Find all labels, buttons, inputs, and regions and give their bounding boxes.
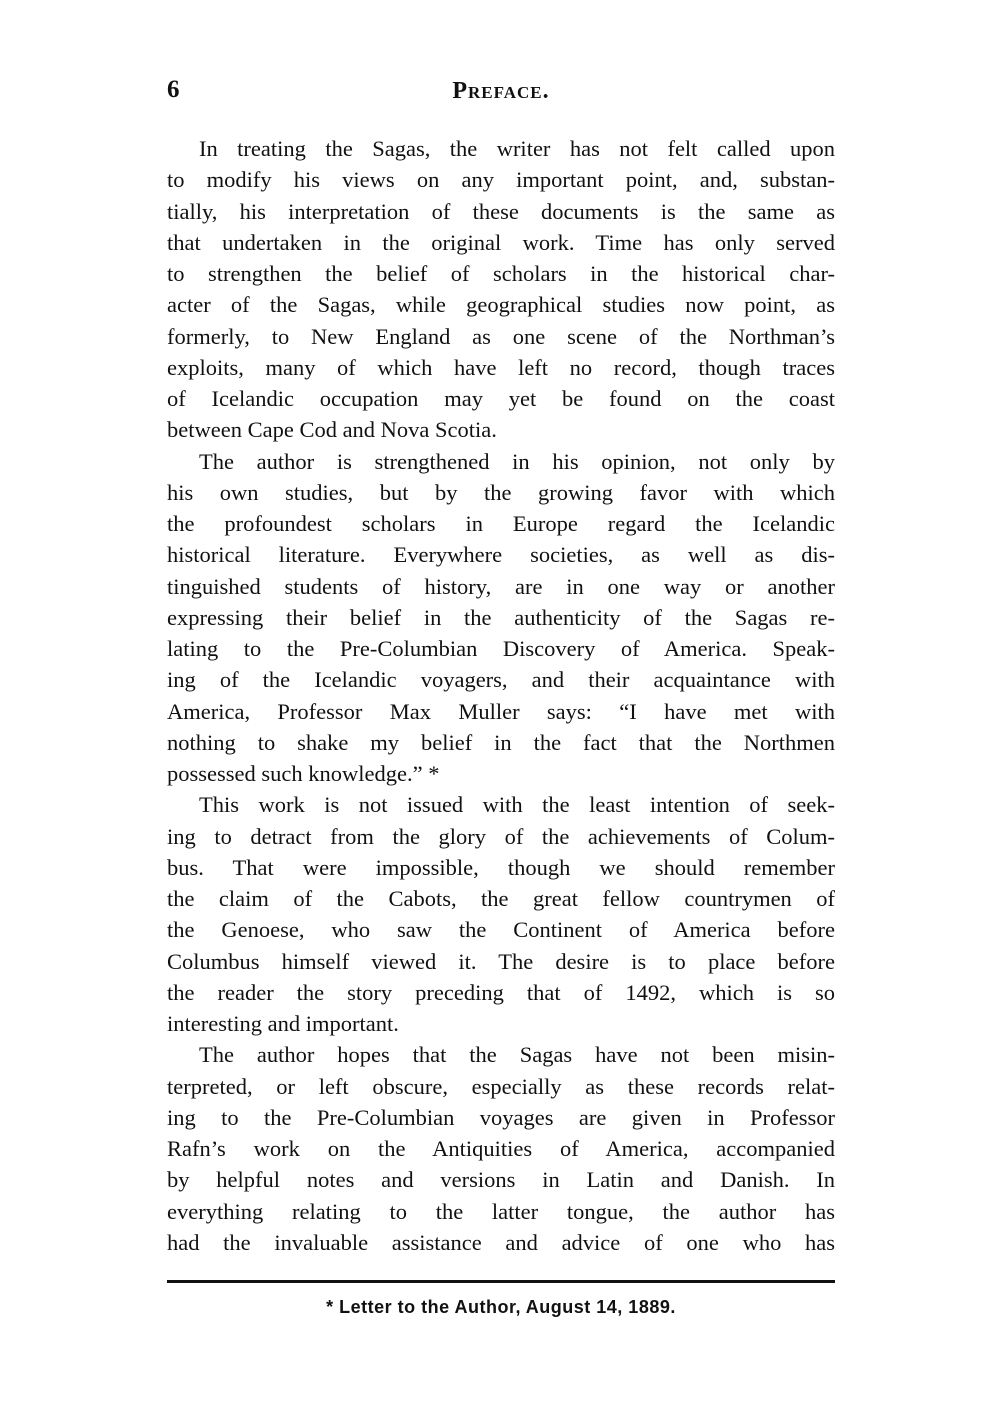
text-line: historical literature. Everywhere societies, as well as dis- [167,542,835,568]
text-line: Rafn’s work on the Antiquities of America, accompanied [167,1136,835,1161]
text-line: expressing their belief in the authenticity of the Sagas re- [167,604,835,630]
text-line: had the invaluable assistance and advice of one who has [167,1229,835,1255]
text-line: possessed such knowledge.” * [167,761,440,786]
text-line: to modify his views on any important point, and, substan- [167,167,835,193]
text-line: Columbus himself viewed it. The desire is to place before [167,948,835,974]
text-line: ing to detract from the glory of the achievements of Colum- [167,823,835,849]
running-head: Preface. [452,78,550,104]
text-line: lating to the Pre-Columbian Discovery of America. Speak- [167,636,835,661]
text-line: that undertaken in the original work. Time has only served [167,229,835,255]
text-line: tially, his interpretation of these documents is the same as [167,198,835,224]
page-number: 6 [167,76,180,103]
text-line: ing to the Pre-Columbian voyages are given in Professor [167,1104,835,1130]
text-line: interesting and important. [167,1011,399,1036]
text-line: In treating the Sagas, the writer has not felt called upon [199,136,835,161]
text-line: formerly, to New England as one scene of the Northman’s [167,323,835,349]
text-line: tinguished students of history, are in one way or another [167,573,835,599]
footnote-divider [167,1280,835,1283]
text-line: The author hopes that the Sagas have not been misin- [199,1042,835,1068]
text-line: between Cape Cod and Nova Scotia. [167,417,497,443]
text-line: everything relating to the latter tongue, the author has [167,1198,835,1224]
text-line: nothing to shake my belief in the fact that the Northmen [167,729,835,755]
text-line: his own studies, but by the growing favor with which [167,479,835,505]
text-line: bus. That were impossible, though we should remember [167,854,835,880]
text-line: terpreted, or left obscure, especially as these records relat- [167,1073,835,1099]
footnote: * Letter to the Author, August 14, 1889. [326,1297,676,1317]
text-line: America, Professor Max Muller says: “I have met with [167,698,835,724]
text-line: the claim of the Cabots, the great fellow countrymen of [167,886,835,911]
body-text [167,133,835,1258]
text-line: ing of the Icelandic voyagers, and their acquaintance with [167,667,835,693]
text-line: acter of the Sagas, while geographical studies now point, as [167,292,835,318]
text-line: to strengthen the belief of scholars in the historical char- [167,261,835,286]
page-header [167,76,835,108]
text-line: This work is not issued with the least intention of seek- [199,792,835,818]
text-line: of Icelandic occupation may yet be found on the coast [167,386,835,411]
text-line: the profoundest scholars in Europe regard the Icelandic [167,511,835,536]
text-line: exploits, many of which have left no record, though traces [167,354,835,380]
text-line: the Genoese, who saw the Continent of America before [167,917,835,943]
text-line: The author is strengthened in his opinion, not only by [199,448,835,474]
text-line: by helpful notes and versions in Latin and Danish. In [167,1167,835,1193]
text-line: the reader the story preceding that of 1492, which is so [167,979,835,1005]
